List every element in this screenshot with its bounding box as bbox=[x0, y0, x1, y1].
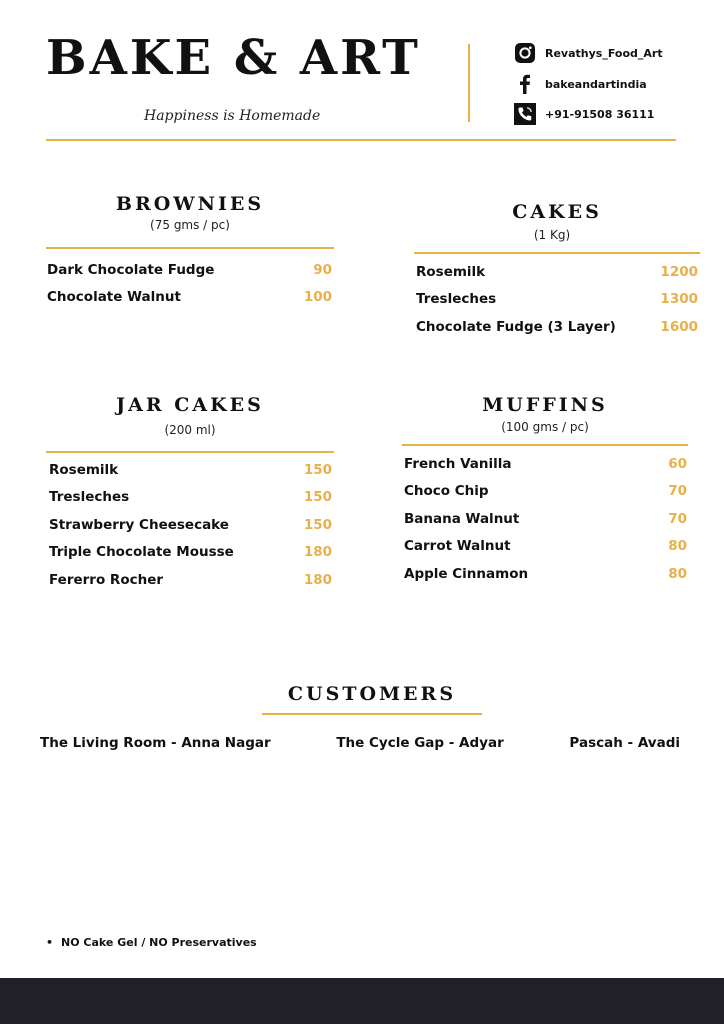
menu-item-price: 70 bbox=[668, 510, 687, 527]
menu-item-price: 150 bbox=[303, 516, 332, 533]
section-divider-muffins bbox=[402, 444, 688, 446]
brand-tagline: Happiness is Homemade bbox=[144, 108, 321, 124]
menu-item bbox=[49, 566, 332, 594]
menu-item-name: Apple Cinnamon bbox=[404, 565, 529, 582]
menu-item-price: 60 bbox=[668, 455, 687, 472]
menu-item bbox=[404, 560, 687, 588]
menu-item-price: 80 bbox=[668, 565, 687, 582]
customers-list bbox=[40, 735, 680, 751]
menu-item bbox=[416, 258, 698, 286]
menu-item-name: Rosemilk bbox=[416, 263, 486, 280]
instagram-icon bbox=[514, 42, 536, 64]
phone-link[interactable] bbox=[514, 102, 654, 126]
menu-item-name: Tresleches bbox=[416, 291, 497, 308]
instagram-link[interactable] bbox=[514, 41, 663, 65]
section-divider-brownies bbox=[46, 247, 334, 249]
menu-item-price: 180 bbox=[303, 571, 332, 588]
menu-item bbox=[404, 478, 687, 506]
menu-item-price: 70 bbox=[668, 483, 687, 500]
menu-item-name: Banana Walnut bbox=[404, 510, 520, 527]
menu-item bbox=[49, 456, 332, 484]
menu-item-price: 1600 bbox=[660, 318, 698, 335]
menu-item bbox=[404, 450, 687, 478]
facebook-handle: bakeandartindia bbox=[545, 77, 647, 91]
facebook-link[interactable] bbox=[514, 72, 647, 96]
menu-item-name: Chocolate Walnut bbox=[47, 289, 181, 306]
instagram-handle: Revathys_Food_Art bbox=[545, 46, 663, 60]
phone-number: +91-91508 36111 bbox=[545, 107, 655, 121]
section-title-cakes: CAKES bbox=[512, 201, 602, 223]
menu-item-name: Tresleches bbox=[49, 489, 130, 506]
menu-item-name: French Vanilla bbox=[404, 455, 512, 472]
menu-item-name: Triple Chocolate Mousse bbox=[49, 544, 234, 561]
section-divider-customers bbox=[262, 713, 482, 715]
customer-name: Pascah - Avadi bbox=[569, 735, 680, 751]
section-title-jar-cakes: JAR CAKES bbox=[116, 394, 264, 416]
menu-item-price: 100 bbox=[303, 289, 332, 306]
menu-item bbox=[404, 505, 687, 533]
header-divider bbox=[468, 44, 470, 122]
menu-item-name: Choco Chip bbox=[404, 483, 489, 500]
section-title-muffins: MUFFINS bbox=[482, 394, 608, 416]
menu-item-name: Rosemilk bbox=[49, 461, 119, 478]
menu-item-price: 180 bbox=[303, 544, 332, 561]
brand-title: BAKE & ART bbox=[46, 30, 421, 86]
jar-cakes-menu-list bbox=[49, 456, 332, 594]
customer-name: The Cycle Gap - Adyar bbox=[336, 735, 504, 751]
menu-item-price: 1200 bbox=[660, 263, 698, 280]
menu-item bbox=[47, 284, 332, 312]
section-divider-jar-cakes bbox=[46, 451, 334, 453]
menu-item-name: Fererro Rocher bbox=[49, 571, 164, 588]
menu-item-price: 90 bbox=[313, 261, 332, 278]
section-subtitle-muffins: (100 gms / pc) bbox=[501, 420, 589, 434]
menu-item-price: 150 bbox=[303, 461, 332, 478]
section-subtitle-cakes: (1 Kg) bbox=[533, 228, 571, 242]
section-subtitle-brownies: (75 gms / pc) bbox=[150, 218, 230, 232]
menu-item-name: Dark Chocolate Fudge bbox=[47, 261, 215, 278]
menu-item bbox=[47, 256, 332, 284]
footer-bar bbox=[0, 978, 724, 1024]
cakes-menu-list bbox=[416, 258, 698, 341]
menu-item-price: 150 bbox=[303, 489, 332, 506]
menu-item bbox=[416, 286, 698, 314]
facebook-icon bbox=[514, 73, 536, 95]
menu-item-name: Chocolate Fudge (3 Layer) bbox=[416, 318, 616, 335]
menu-item-price: 1300 bbox=[660, 291, 698, 308]
menu-item-name: Carrot Walnut bbox=[404, 538, 511, 555]
phone-icon bbox=[514, 103, 536, 125]
section-title-customers: CUSTOMERS bbox=[287, 683, 457, 705]
section-divider-cakes bbox=[414, 252, 700, 254]
menu-item bbox=[49, 511, 332, 539]
footnote: • NO Cake Gel / NO Preservatives bbox=[46, 936, 257, 949]
menu-item bbox=[49, 484, 332, 512]
muffins-menu-list bbox=[404, 450, 687, 588]
menu-item-price: 80 bbox=[668, 538, 687, 555]
customer-name: The Living Room - Anna Nagar bbox=[40, 735, 271, 751]
menu-item bbox=[416, 313, 698, 341]
menu-item bbox=[49, 539, 332, 567]
section-title-brownies: BROWNIES bbox=[115, 193, 265, 215]
menu-item-name: Strawberry Cheesecake bbox=[49, 516, 229, 533]
header-underline bbox=[46, 139, 676, 141]
brownies-menu-list bbox=[47, 256, 332, 311]
section-subtitle-jar-cakes: (200 ml) bbox=[164, 423, 216, 437]
menu-item bbox=[404, 533, 687, 561]
